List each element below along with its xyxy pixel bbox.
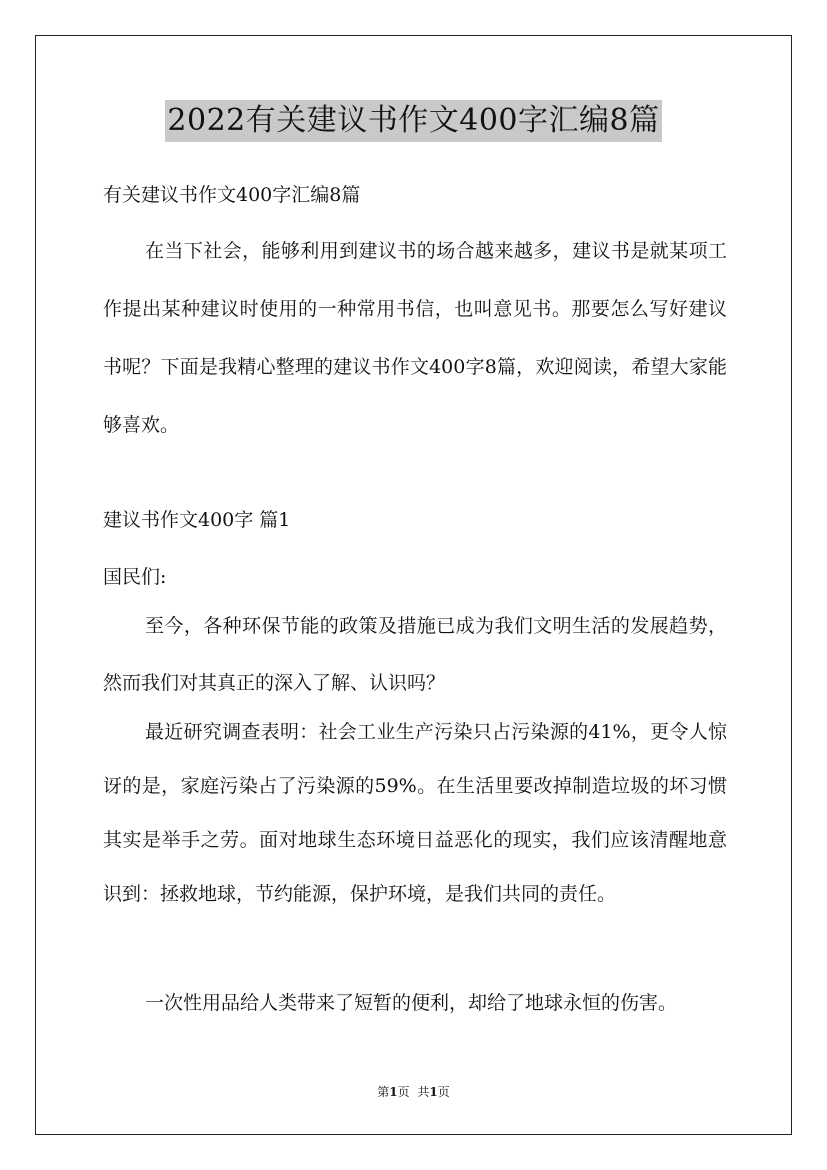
footer-total-pages: 1 [429, 1085, 438, 1099]
body-paragraph: 最近研究调查表明：社会工业生产污染只占污染源的41%，更令人惊讶的是，家庭污染占了污染源的59%。在生活里要改掉制造垃圾的坏习惯其实是举手之劳。面对地球生态环境日益恶化的现实，我们应该清醒地意识到：拯救地球，节约能源，保护环境，是我们共同的责任。 [103, 721, 727, 905]
footer-page-suffix: 页 [397, 1085, 410, 1099]
salutation: 国民们: [103, 566, 167, 588]
page-footer [0, 1083, 827, 1101]
footer-page-prefix: 第 [377, 1085, 390, 1099]
footer-page-number: 1 [389, 1085, 398, 1099]
title-container [0, 100, 827, 142]
document-title: 2022有关建议书作文400字汇编8篇 [165, 100, 661, 142]
footer-total-suffix: 页 [437, 1085, 450, 1099]
body-paragraph: 一次性用品给人类带来了短暂的便利，却给了地球永恒的伤害。 [145, 992, 678, 1014]
intro-paragraph: 在当下社会，能够利用到建议书的场合越来越多，建议书是就某项工作提出某种建议时使用的一种常用书信，也叫意见书。那要怎么写好建议书呢？下面是我精心整理的建议书作文400字8篇，欢迎阅读，希望大家能够喜欢。 [103, 240, 727, 436]
section-heading: 建议书作文400字 篇1 [103, 509, 291, 531]
document-subtitle: 有关建议书作文400字汇编8篇 [103, 184, 361, 206]
body-paragraph: 至今，各种环保节能的政策及措施已成为我们文明生活的发展趋势，然而我们对其真正的深入了解、认识吗？ [103, 615, 727, 694]
footer-total-prefix: 共 [417, 1085, 430, 1099]
